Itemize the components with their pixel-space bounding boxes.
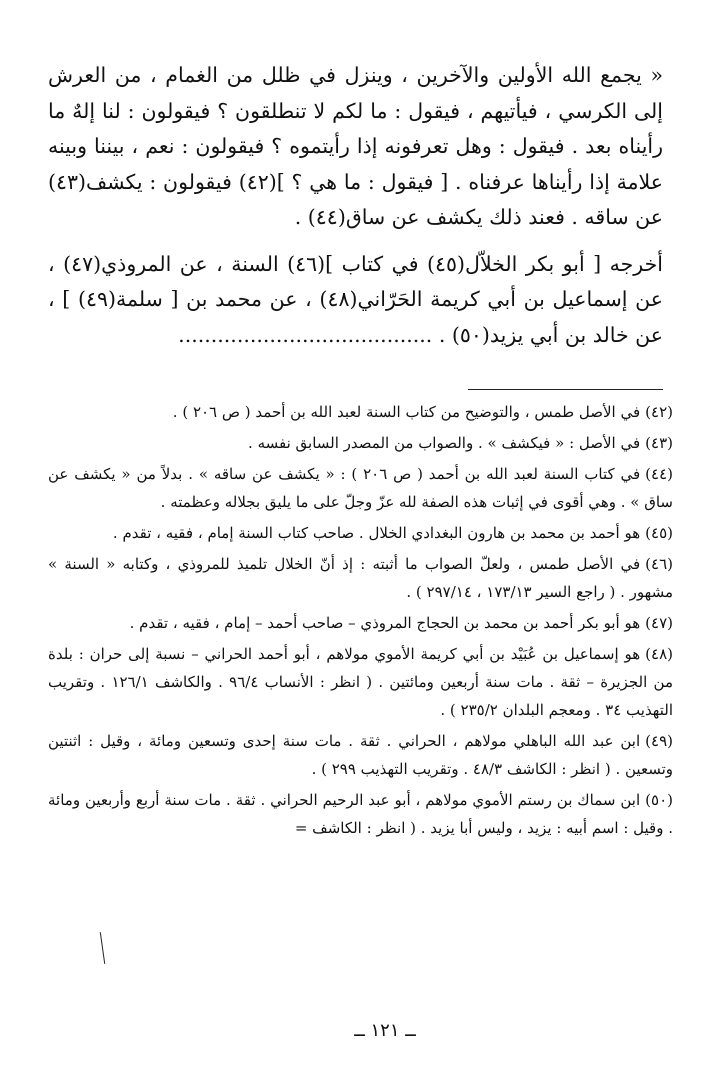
main-paragraph-hadith: « يجمع الله الأولين والآخرين ، وينزل في ظلل من الغمام ، من العرش إلى الكرسي ، فيأتيهم ، فيقول : ما لكم لا تنطلقون ؟ فيقولون : لنا إلهٌ ما رأيناه بعد . فيقول : وهل تعرفونه إذا رأيتموه ؟ فيقولون : نعم ، بيننا وبينه علامة إذا رأيناها عرفناه . [ فيقول : ما هي ؟ ](٤٢) فيقولون : يكشف(٤٣) عن ساقه . فعند ذلك يكشف عن ساق(٤٤) . xyxy=(48,63,664,229)
footnote-number: (٤٧) xyxy=(645,614,673,632)
footnote-text: في الأصل : « فيكشف » . والصواب من المصدر السابق نفسه . xyxy=(248,434,641,452)
main-paragraph-takhrij: أخرجه [ أبو بكر الخلاّل(٤٥) في كتاب ](٤٦) السنة ، عن المروذي(٤٧) ، عن إسماعيل بن أبي كريمة الحَرّاني(٤٨) ، عن محمد بن [ سلمة(٤٩) ] ، عن خالد بن أبي يزيد(٥٠) . ....................................... xyxy=(48,251,663,347)
footnote-text: هو أحمد بن محمد بن هارون البغدادي الخلال . صاحب كتاب السنة إمام ، فقيه ، تقدم . xyxy=(112,524,641,542)
footnote-number: (٤٥) xyxy=(645,524,673,542)
footnote-text: في الأصل طمس ، والتوضيح من كتاب السنة لعبد الله بن أحمد ( ص ٢٠٦ ) . xyxy=(172,403,641,421)
footnote-number: (٤٤) xyxy=(645,465,673,483)
footnote-49 xyxy=(48,727,673,783)
main-text xyxy=(48,58,663,353)
footnote-46 xyxy=(48,550,673,606)
margin-mark xyxy=(100,932,105,964)
footnote-48 xyxy=(48,640,673,724)
footnote-number: (٤٦) xyxy=(645,555,673,573)
footnote-50 xyxy=(48,786,673,842)
footnote-42 xyxy=(48,398,673,426)
footnote-number: (٤٣) xyxy=(645,434,673,452)
footnote-number: (٤٨) xyxy=(645,645,673,663)
footnote-number: (٤٩) xyxy=(645,732,673,750)
footnote-number: (٤٢) xyxy=(645,403,673,421)
footnote-44 xyxy=(48,460,673,516)
page-number: ــ ١٢١ ــ xyxy=(354,1020,416,1041)
footnote-45 xyxy=(48,519,673,547)
footnote-text: ابن عبد الله الباهلي مولاهم ، الحراني . ثقة . مات سنة إحدى وتسعين ومائة ، وقيل : اثنتين وتسعين . ( انظر : الكاشف ٤٨/٣ . وتقريب التهذيب ٢٩٩ ) . xyxy=(48,732,673,778)
footnote-text: في الأصل طمس ، ولعلّ الصواب ما أثبته : إذ أنّ الخلال تلميذ للمروذي ، وكتابه « السنة » مشهور . ( راجع السير ١٧٣/١٣ ، ٢٩٧/١٤ ) . xyxy=(48,555,673,601)
footnote-text: هو أبو بكر أحمد بن محمد بن الحجاج المروذي – صاحب أحمد – إمام ، فقيه ، تقدم . xyxy=(129,614,641,632)
footnote-43 xyxy=(48,429,673,457)
footnotes xyxy=(48,398,673,842)
footnote-number: (٥٠) xyxy=(645,791,673,809)
footnote-separator xyxy=(468,389,663,390)
footnote-text: ابن سماك بن رستم الأموي مولاهم ، أبو عبد الرحيم الحراني . ثقة . مات سنة أربع وأربعين ومائة . وقيل : اسم أبيه : يزيد ، وليس أبا يزيد . ( انظر : الكاشف = xyxy=(48,791,673,837)
footnote-text: هو إسماعيل بن عُبَيْد بن أبي كريمة الأموي مولاهم ، أبو أحمد الحراني – نسبة إلى حران : بلدة من الجزيرة – ثقة . مات سنة أربعين ومائتين . ( انظر : الأنساب ٩٦/٤ . والكاشف ١٢٦/١ . وتقريب التهذيب ٣٤ . ومعجم البلدان ٢٣٥/٢ ) . xyxy=(48,645,673,719)
footnote-47 xyxy=(48,609,673,637)
footnote-text: في كتاب السنة لعبد الله بن أحمد ( ص ٢٠٦ ) : « يكشف عن ساقه » . بدلاً من « يكشف عن ساق » . وهي أقوى في إثبات هذه الصفة لله عزّ وجلّ على ما يليق بجلاله وعظمته . xyxy=(48,465,673,511)
